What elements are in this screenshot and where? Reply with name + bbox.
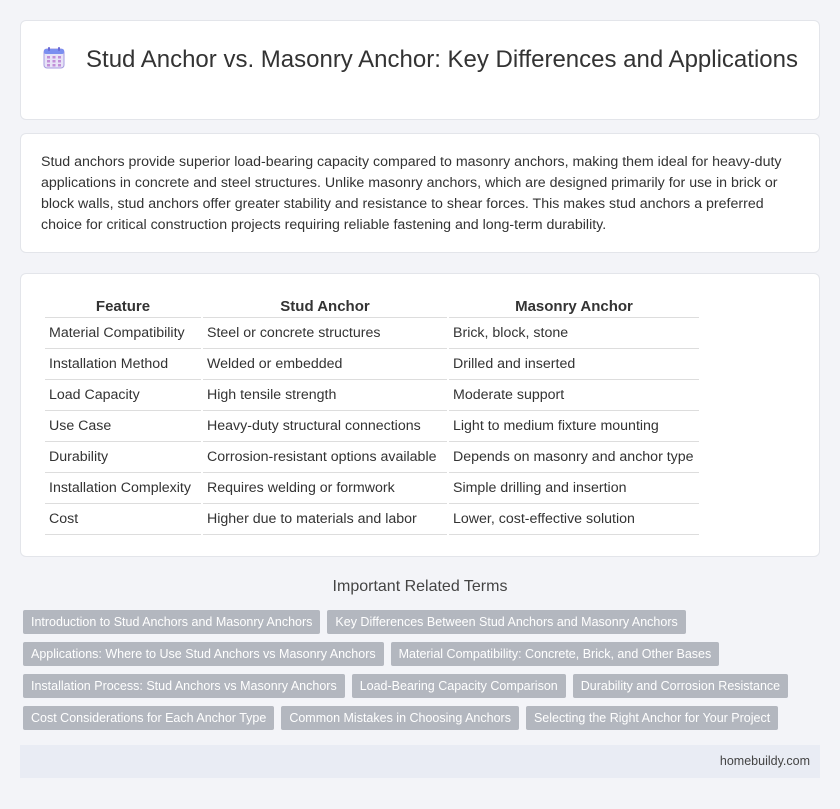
- related-term-tag[interactable]: Installation Process: Stud Anchors vs Masonry Anchors: [23, 674, 345, 698]
- table-cell: Heavy-duty structural connections: [203, 411, 447, 442]
- table-cell: Welded or embedded: [203, 349, 447, 380]
- comparison-table: [43, 296, 701, 535]
- column-header-feature: Feature: [45, 296, 201, 318]
- related-term-tag[interactable]: Introduction to Stud Anchors and Masonry Anchors: [23, 610, 320, 634]
- table-row: [45, 318, 699, 349]
- related-term-tag[interactable]: Selecting the Right Anchor for Your Project: [526, 706, 778, 730]
- calendar-icon: [42, 46, 66, 70]
- table-header-row: [45, 296, 699, 318]
- column-header-stud-anchor: Stud Anchor: [203, 296, 447, 318]
- related-term-tag[interactable]: Common Mistakes in Choosing Anchors: [281, 706, 519, 730]
- table-cell: High tensile strength: [203, 380, 447, 411]
- page-title-row: [21, 45, 819, 74]
- table-cell: Corrosion-resistant options available: [203, 442, 447, 473]
- column-header-masonry-anchor: Masonry Anchor: [449, 296, 699, 318]
- table-cell: Steel or concrete structures: [203, 318, 447, 349]
- tag-row: [23, 610, 803, 634]
- table-cell: Durability: [45, 442, 201, 473]
- title-card: [20, 20, 820, 120]
- table-row: [45, 411, 699, 442]
- related-term-tag[interactable]: Load-Bearing Capacity Comparison: [352, 674, 566, 698]
- tag-row: [23, 642, 803, 666]
- table-row: [45, 504, 699, 535]
- tag-row: [23, 674, 803, 698]
- table-cell: Brick, block, stone: [449, 318, 699, 349]
- table-cell: Lower, cost-effective solution: [449, 504, 699, 535]
- table-cell: Installation Method: [45, 349, 201, 380]
- table-cell: Higher due to materials and labor: [203, 504, 447, 535]
- related-terms-tags: [23, 610, 803, 738]
- tag-row: [23, 706, 803, 730]
- footer-site-link[interactable]: homebuildy.com: [719, 754, 810, 768]
- table-row: [45, 473, 699, 504]
- related-term-tag[interactable]: Durability and Corrosion Resistance: [573, 674, 788, 698]
- table-cell: Depends on masonry and anchor type: [449, 442, 699, 473]
- comparison-table-card: [20, 273, 820, 557]
- table-row: [45, 349, 699, 380]
- table-cell: Moderate support: [449, 380, 699, 411]
- footer: [20, 745, 820, 778]
- table-row: [45, 442, 699, 473]
- table-cell: Light to medium fixture mounting: [449, 411, 699, 442]
- table-cell: Drilled and inserted: [449, 349, 699, 380]
- table-cell: Installation Complexity: [45, 473, 201, 504]
- intro-card: [20, 133, 820, 253]
- table-cell: Simple drilling and insertion: [449, 473, 699, 504]
- intro-paragraph: Stud anchors provide superior load-bearing capacity compared to masonry anchors, making them ideal for heavy-duty applications in concrete and steel structures. Unlike masonry anchors, which are designed primarily for use in brick or block walls, stud anchors offer greater stability and resistance to shear forces. This makes stud anchors a preferred choice for critical construction projects requiring reliable fastening and long-term durability.: [41, 154, 782, 233]
- table-cell: Material Compatibility: [45, 318, 201, 349]
- table-cell: Load Capacity: [45, 380, 201, 411]
- related-term-tag[interactable]: Material Compatibility: Concrete, Brick, and Other Bases: [391, 642, 720, 666]
- table-cell: Use Case: [45, 411, 201, 442]
- page-title: Stud Anchor vs. Masonry Anchor: Key Differences and Applications: [86, 46, 798, 73]
- related-term-tag[interactable]: Cost Considerations for Each Anchor Type: [23, 706, 274, 730]
- table-row: [45, 380, 699, 411]
- table-cell: Cost: [45, 504, 201, 535]
- related-term-tag[interactable]: Key Differences Between Stud Anchors and Masonry Anchors: [327, 610, 685, 634]
- related-term-tag[interactable]: Applications: Where to Use Stud Anchors vs Masonry Anchors: [23, 642, 384, 666]
- related-terms-heading: Important Related Terms: [332, 578, 508, 595]
- table-cell: Requires welding or formwork: [203, 473, 447, 504]
